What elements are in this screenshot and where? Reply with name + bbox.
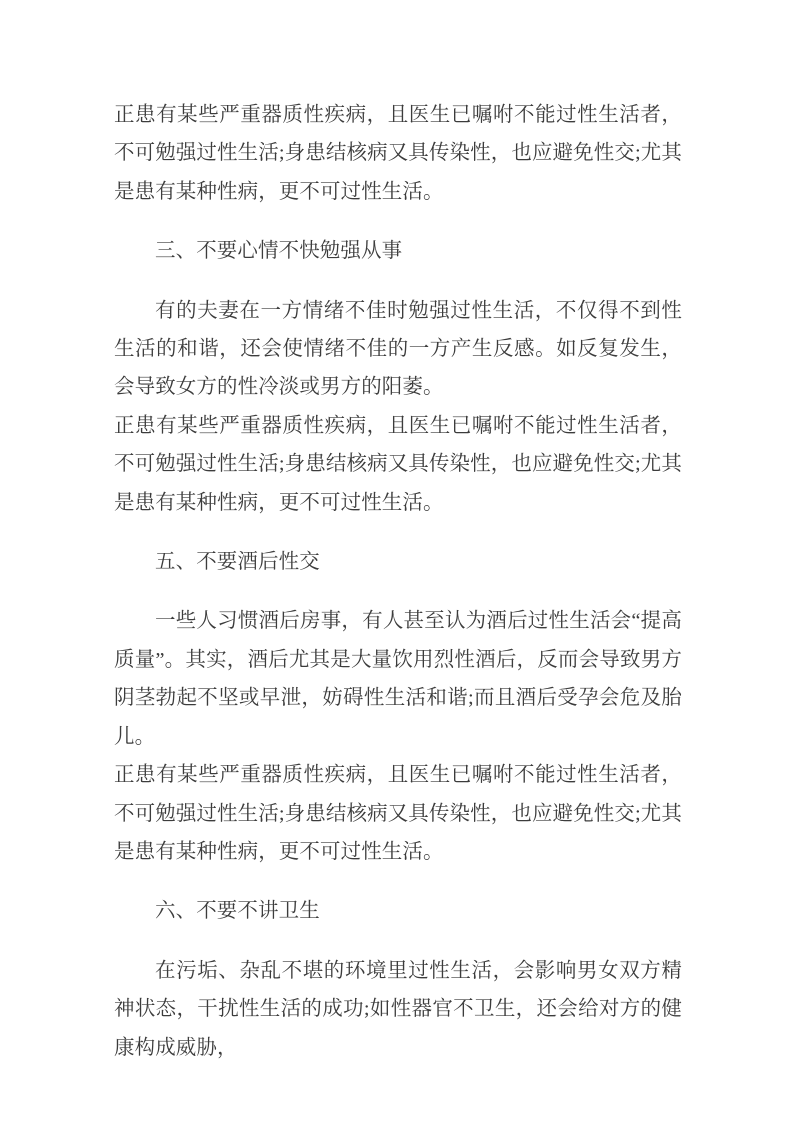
section-heading-three: 三、不要心情不快勉强从事 (155, 240, 403, 263)
block-spacer (114, 581, 682, 602)
paragraph-hygiene-section: 在污垢、杂乱不堪的环境里过性生活，会影响男女双方精神状态，干扰性生活的成功;如性器官不卫生，还会给对方的健康构成威胁， (114, 959, 682, 1059)
section-heading-six: 六、不要不讲卫生 (155, 900, 320, 923)
paragraph-illness-warning-3: 正患有某些严重器质性疾病，且医生已嘱咐不能过性生活者，不可勉强过性生活;身患结核病又具传染性，也应避免性交;尤其是患有某种性病，更不可过性生活。 (114, 764, 682, 863)
block-spacer (114, 271, 682, 292)
paragraph-alcohol-section: 一些人习惯酒后房事，有人甚至认为酒后过性生活会“提高质量”。其实，酒后尤其是大量饮用烈性酒后，反而会导致男方阴茎勃起不坚或早泄，妨碍性生活和谐;而且酒后受孕会危及胎儿。 (114, 610, 682, 748)
paragraph-illness-warning-1: 正患有某些严重器质性疾病，且医生已嘱咐不能过性生活者，不可勉强过性生活;身患结核病又具传染性，也应避免性交;尤其是患有某种性病，更不可过性生活。 (114, 104, 682, 203)
document-body (114, 96, 682, 1067)
paragraph-mood-section: 有的夫妻在一方情绪不佳时勉强过性生活，不仅得不到性生活的和谐，还会使情绪不佳的一方产生反感。如反复发生，会导致女方的性冷淡或男方的阳萎。 (114, 299, 682, 399)
block-spacer (114, 522, 682, 543)
section-heading-five: 五、不要酒后性交 (155, 551, 320, 574)
block-spacer (114, 931, 682, 952)
paragraph-illness-warning-2: 正患有某些严重器质性疾病，且医生已嘱咐不能过性生活者，不可勉强过性生活;身患结核病又具传染性，也应避免性交;尤其是患有某种性病，更不可过性生活。 (114, 414, 682, 514)
block-spacer (114, 211, 682, 232)
block-spacer (114, 871, 682, 892)
